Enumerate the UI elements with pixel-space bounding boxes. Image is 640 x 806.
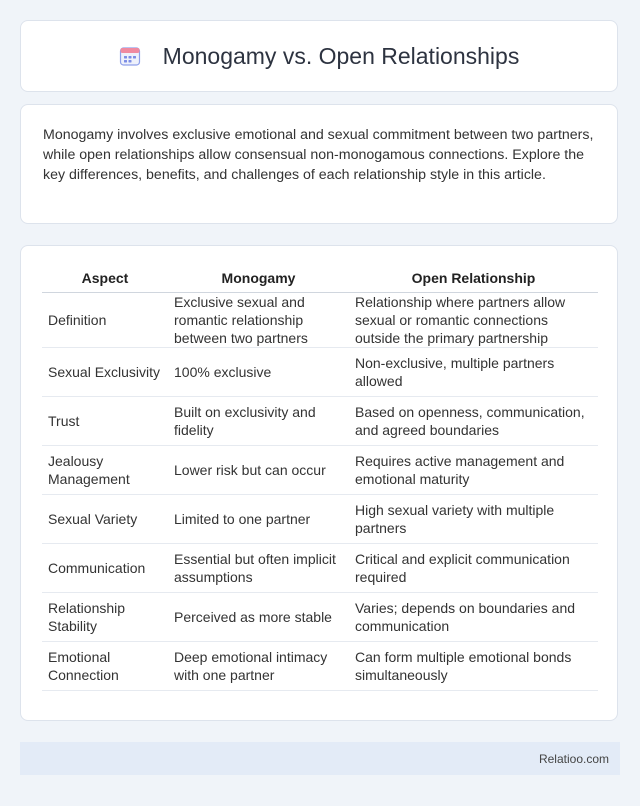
monogamy-cell: Limited to one partner: [168, 495, 349, 544]
monogamy-cell: 100% exclusive: [168, 348, 349, 397]
open-relationship-cell: Critical and explicit communication required: [349, 544, 598, 593]
footer-brand: Relatioo.com: [538, 751, 609, 766]
open-relationship-cell: Relationship where partners allow sexual or romantic connections outside the primary partnership: [349, 293, 598, 348]
open-relationship-cell: High sexual variety with multiple partners: [349, 495, 598, 544]
monogamy-cell: Perceived as more stable: [168, 593, 349, 642]
aspect-cell: Communication: [42, 544, 168, 593]
intro-card: [20, 104, 618, 224]
column-header-open-relationship: Open Relationship: [349, 264, 598, 293]
open-relationship-cell: Requires active management and emotional maturity: [349, 446, 598, 495]
page-title: Monogamy vs. Open Relationships: [162, 42, 520, 69]
monogamy-cell: Built on exclusivity and fidelity: [168, 397, 349, 446]
table-row: [42, 348, 598, 397]
aspect-cell: Trust: [42, 397, 168, 446]
aspect-cell: Sexual Exclusivity: [42, 348, 168, 397]
table-header-row: [42, 264, 598, 293]
table-row: [42, 446, 598, 495]
aspect-cell: Jealousy Management: [42, 446, 168, 495]
footer: [20, 742, 620, 775]
monogamy-cell: Exclusive sexual and romantic relationship between two partners: [168, 293, 349, 348]
aspect-cell: Sexual Variety: [42, 495, 168, 544]
table-row: [42, 293, 598, 348]
aspect-cell: Definition: [42, 293, 168, 348]
monogamy-cell: Lower risk but can occur: [168, 446, 349, 495]
aspect-cell: Emotional Connection: [42, 642, 168, 691]
open-relationship-cell: Based on openness, communication, and agreed boundaries: [349, 397, 598, 446]
comparison-card: [20, 245, 618, 721]
monogamy-cell: Essential but often implicit assumptions: [168, 544, 349, 593]
open-relationship-cell: Varies; depends on boundaries and communication: [349, 593, 598, 642]
table-row: [42, 642, 598, 691]
calendar-icon: [119, 45, 141, 67]
comparison-table: [42, 264, 598, 691]
column-header-monogamy: Monogamy: [168, 264, 349, 293]
table-row: [42, 544, 598, 593]
monogamy-cell: Deep emotional intimacy with one partner: [168, 642, 349, 691]
table-row: [42, 397, 598, 446]
aspect-cell: Relationship Stability: [42, 593, 168, 642]
table-row: [42, 495, 598, 544]
open-relationship-cell: Can form multiple emotional bonds simultaneously: [349, 642, 598, 691]
intro-text: Monogamy involves exclusive emotional and sexual commitment between two partners, while open relationships allow consensual non-monogamous connections. Explore the key differences, benefits, and challenges of each relationship style in this article.: [43, 127, 594, 183]
table-row: [42, 593, 598, 642]
column-header-aspect: Aspect: [42, 264, 168, 293]
title-card: [20, 20, 618, 92]
open-relationship-cell: Non-exclusive, multiple partners allowed: [349, 348, 598, 397]
